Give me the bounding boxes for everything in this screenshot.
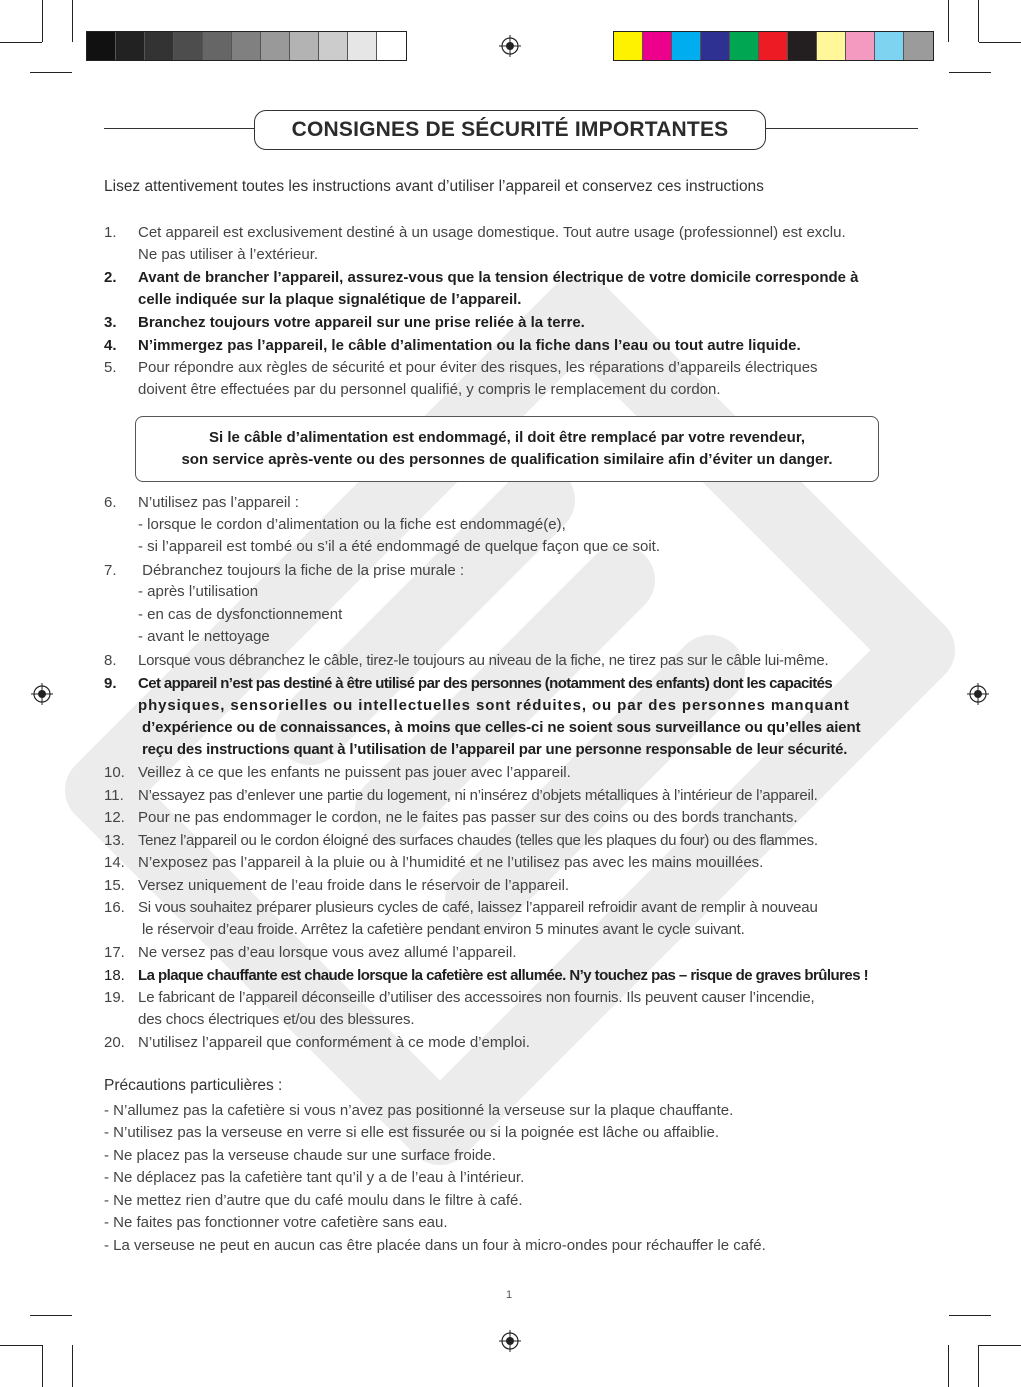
item-number: 1. xyxy=(104,224,117,241)
crop-mark xyxy=(948,1345,949,1387)
crop-mark xyxy=(0,42,42,43)
item-text: Le fabricant de l’appareil déconseille d’utiliser des accessoires non fournis. Ils peuvent causer l’incendie, xyxy=(138,989,815,1006)
item-number: 15. xyxy=(104,877,125,894)
crop-mark xyxy=(30,1315,72,1316)
item-number: 18. xyxy=(104,967,125,984)
item-text: N’utilisez pas l’appareil : xyxy=(138,494,299,511)
item-text: Avant de brancher l’appareil, assurez-vous que la tension électrique de votre domicile corresponde à xyxy=(138,269,859,286)
item-number: 5. xyxy=(104,359,117,376)
item-number: 7. xyxy=(104,562,117,579)
item-text: Branchez toujours votre appareil sur une prise reliée à la terre. xyxy=(138,314,585,331)
color-swatch xyxy=(348,32,377,60)
item-number: 2. xyxy=(104,269,117,286)
color-swatch xyxy=(701,32,730,60)
warning-text: son service après-vente ou des personnes de qualification similaire afin d’éviter un danger. xyxy=(181,451,833,468)
precaution-item: - La verseuse ne peut en aucun cas être placée dans un four à micro-ondes pour réchauffer le café. xyxy=(104,1237,766,1254)
crop-mark xyxy=(979,42,1021,43)
item-number: 11. xyxy=(104,787,124,804)
intro-text: Lisez attentivement toutes les instructions avant d’utiliser l’appareil et conservez ces instructions xyxy=(104,178,764,195)
crop-mark xyxy=(30,72,72,73)
item-text: Lorsque vous débranchez le câble, tirez-le toujours au niveau de la fiche, ne tirez pas sur le câble lui-même. xyxy=(138,652,829,669)
crop-mark xyxy=(42,1345,43,1387)
color-swatch xyxy=(788,32,817,60)
sub-item: - avant le nettoyage xyxy=(138,628,270,645)
item-number: 8. xyxy=(104,652,117,669)
color-swatch xyxy=(261,32,290,60)
color-swatch xyxy=(174,32,203,60)
item-number: 3. xyxy=(104,314,117,331)
item-text: Veillez à ce que les enfants ne puissent pas jouer avec l’appareil. xyxy=(138,764,571,781)
color-swatch xyxy=(87,32,116,60)
color-swatch xyxy=(614,32,643,60)
color-swatch xyxy=(904,32,933,60)
item-text: des chocs électriques et/ou des blessures. xyxy=(138,1011,415,1028)
item-text: Pour ne pas endommager le cordon, ne le faites pas passer sur des coins ou des bords tranchants. xyxy=(138,809,798,826)
precaution-item: - N’allumez pas la cafetière si vous n’avez pas positionné la verseuse sur la plaque chauffante. xyxy=(104,1102,734,1119)
item-number: 10. xyxy=(104,764,125,781)
registration-mark-icon xyxy=(967,683,989,705)
sub-item: - si l’appareil est tombé ou s’il a été endommagé de quelque façon que ce soit. xyxy=(138,538,660,555)
precautions-heading: Précautions particulières : xyxy=(104,1077,283,1094)
item-text: Tenez l’appareil ou le cordon éloigné des surfaces chaudes (telles que les plaques du four) ou des flammes. xyxy=(138,832,818,849)
item-number: 4. xyxy=(104,337,117,354)
item-number: 16. xyxy=(104,899,125,916)
crop-mark xyxy=(948,0,949,42)
crop-mark xyxy=(0,1345,42,1346)
item-text: celle indiquée sur la plaque signalétique de l’appareil. xyxy=(138,291,522,308)
item-text: Versez uniquement de l’eau froide dans le réservoir de l’appareil. xyxy=(138,877,570,894)
page-title: CONSIGNES DE SÉCURITÉ IMPORTANTES xyxy=(254,110,766,150)
color-swatch xyxy=(672,32,701,60)
title-rule-right xyxy=(765,128,918,129)
item-text: Ne pas utiliser à l’extérieur. xyxy=(138,246,319,263)
color-swatch xyxy=(643,32,672,60)
item-text: le réservoir d’eau froide. Arrêtez la cafetière pendant environ 5 minutes avant le cycle suivant. xyxy=(142,921,745,938)
item-text: d’expérience ou de connaissances, à moins que celles-ci ne soient sous surveillance ou qu’elles aient xyxy=(142,719,861,736)
crop-mark xyxy=(978,1345,979,1387)
item-number: 9. xyxy=(104,675,117,692)
warning-text: Si le câble d’alimentation est endommagé, il doit être remplacé par votre revendeur, xyxy=(208,429,806,446)
precaution-item: - Ne mettez rien d’autre que du café moulu dans le filtre à café. xyxy=(104,1192,523,1209)
item-text: physiques, sensorielles ou intellectuelles sont réduites, ou par des personnes manquant xyxy=(138,697,850,714)
color-swatch xyxy=(817,32,846,60)
crop-mark xyxy=(978,0,979,42)
precaution-item: - Ne placez pas la verseuse chaude sur une surface froide. xyxy=(104,1147,496,1164)
registration-mark-icon xyxy=(499,35,521,57)
precaution-item: - N’utilisez pas la verseuse en verre si elle est fissurée ou si la poignée est lâche ou affaiblie. xyxy=(104,1124,720,1141)
item-text: N’essayez pas d’enlever une partie du logement, ni n’insérez d’objets métalliques à l’intérieur de l’appareil. xyxy=(138,787,818,804)
color-swatch xyxy=(730,32,759,60)
warning-box xyxy=(135,416,879,482)
crop-mark xyxy=(42,0,43,42)
sub-item: - après l’utilisation xyxy=(138,583,259,600)
item-number: 6. xyxy=(104,494,117,511)
item-text: Ne versez pas d’eau lorsque vous avez allumé l’appareil. xyxy=(138,944,517,961)
grayscale-calibration-bar xyxy=(86,31,407,61)
color-swatch xyxy=(290,32,319,60)
color-swatch xyxy=(875,32,904,60)
item-text: N’exposez pas l’appareil à la pluie ou à l’humidité et ne l’utilisez pas avec les mains mouillées. xyxy=(138,854,764,871)
item-text: N’immergez pas l’appareil, le câble d’alimentation ou la fiche dans l’eau ou tout autre liquide. xyxy=(138,337,801,354)
crop-mark xyxy=(72,1345,73,1387)
item-number: 19. xyxy=(104,989,125,1006)
item-text: Pour répondre aux règles de sécurité et pour éviter des risques, les réparations d’appareils électriques xyxy=(138,359,818,376)
color-swatch xyxy=(319,32,348,60)
color-swatch xyxy=(116,32,145,60)
crop-mark xyxy=(72,0,73,42)
registration-mark-icon xyxy=(499,1330,521,1352)
item-number: 13. xyxy=(104,832,125,849)
color-swatch xyxy=(203,32,232,60)
item-text: Cet appareil n’est pas destiné à être utilisé par des personnes (notamment des enfants) dont les capacités xyxy=(138,675,833,692)
item-number: 14. xyxy=(104,854,125,871)
color-calibration-bar xyxy=(613,31,934,61)
precaution-item: - Ne faites pas fonctionner votre cafetière sans eau. xyxy=(104,1214,448,1231)
registration-mark-icon xyxy=(31,683,53,705)
color-swatch xyxy=(759,32,788,60)
item-text: Débranchez toujours la fiche de la prise murale : xyxy=(138,562,465,579)
page-number: 1 xyxy=(506,1289,513,1301)
item-text: Cet appareil est exclusivement destiné à un usage domestique. Tout autre usage (professionnel) est exclu. xyxy=(138,224,846,241)
item-number: 20. xyxy=(104,1034,125,1051)
sub-item: - en cas de dysfonctionnement xyxy=(138,606,343,623)
precaution-item: - Ne déplacez pas la cafetière tant qu’il y a de l’eau à l’intérieur. xyxy=(104,1169,525,1186)
color-swatch xyxy=(232,32,261,60)
crop-mark xyxy=(949,72,991,73)
item-number: 17. xyxy=(104,944,125,961)
item-text: La plaque chauffante est chaude lorsque la cafetière est allumée. N’y touchez pas – risque de graves brûlures ! xyxy=(138,967,869,984)
item-text: N’utilisez l’appareil que conformément à ce mode d’emploi. xyxy=(138,1034,530,1051)
item-number: 12. xyxy=(104,809,125,826)
item-text: doivent être effectuées par du personnel qualifié, y compris le remplacement du cordon. xyxy=(138,381,721,398)
sub-item: - lorsque le cordon d’alimentation ou la fiche est endommagé(e), xyxy=(138,516,566,533)
item-text: reçu des instructions quant à l’utilisation de l’appareil par une personne responsable de leur sécurité. xyxy=(142,741,848,758)
color-swatch xyxy=(377,32,406,60)
crop-mark xyxy=(979,1345,1021,1346)
crop-mark xyxy=(949,1315,991,1316)
color-swatch xyxy=(145,32,174,60)
item-text: Si vous souhaitez préparer plusieurs cycles de café, laissez l’appareil refroidir avant de remplir à nouveau xyxy=(138,899,818,916)
title-rule-left xyxy=(104,128,256,129)
color-swatch xyxy=(846,32,875,60)
